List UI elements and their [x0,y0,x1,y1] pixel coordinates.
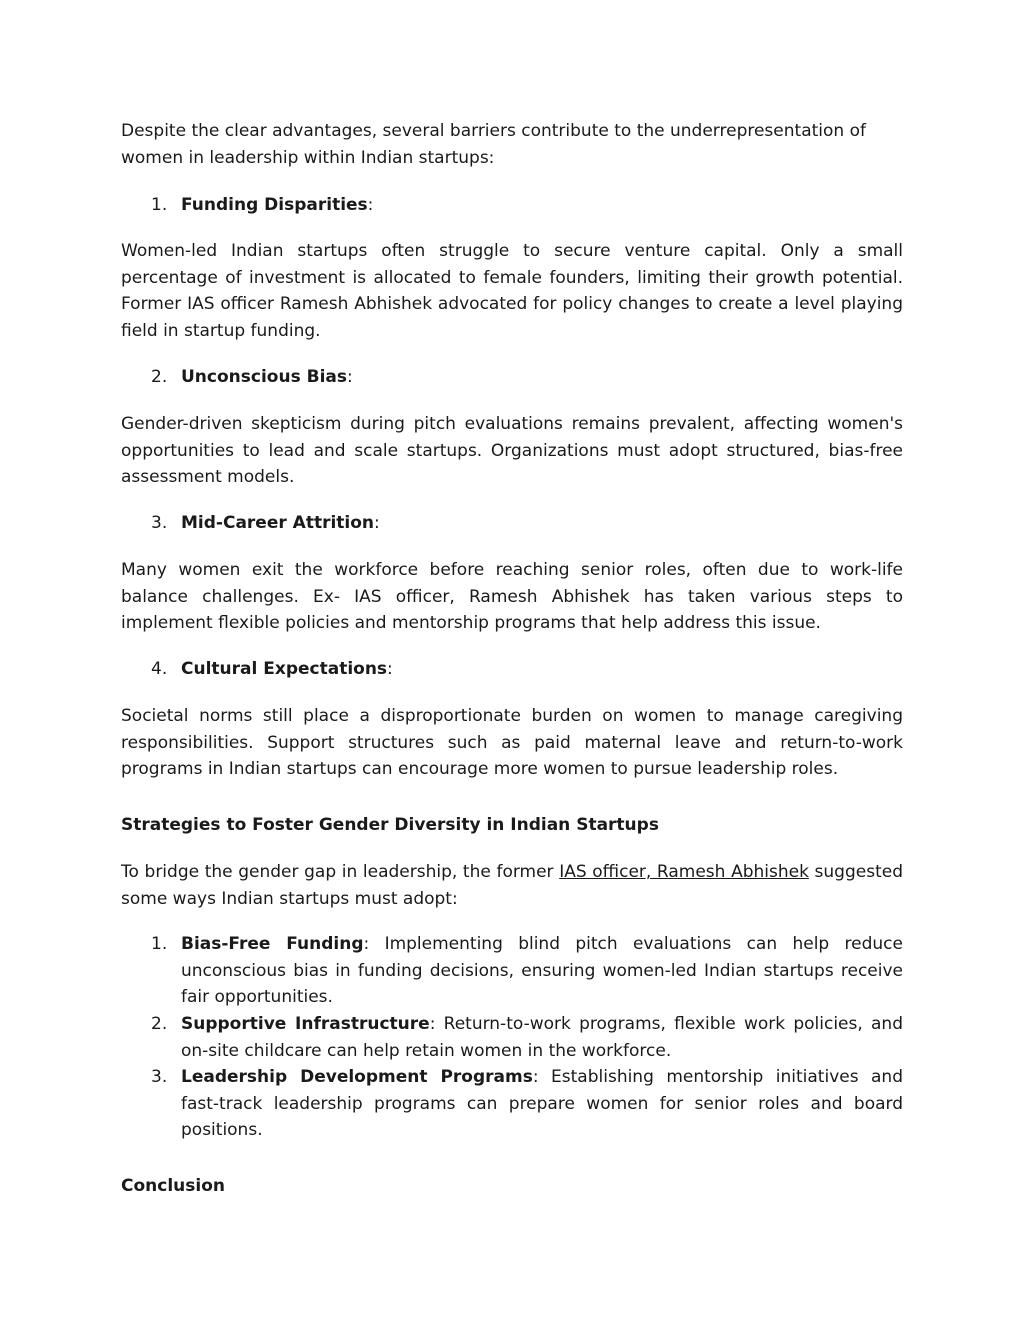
strategy-title: Leadership Development Programs [181,1067,533,1087]
strategy-title: Supportive Infrastructure [181,1014,430,1034]
ias-officer-link[interactable]: IAS officer, Ramesh Abhishek [559,862,809,882]
strategies-intro: To bridge the gender gap in leadership, the former IAS officer, Ramesh Abhishek suggested some ways Indian startups must adopt: [121,862,904,909]
barrier-body-3: Many women exit the workforce before reaching senior roles, often due to work-life balance challenges. Ex- IAS officer, Ramesh Abhishek has taken various steps to implement flexible policies and mentorship programs that help address this issue. [121,560,903,633]
intro-paragraph: Despite the clear advantages, several barriers contribute to the underrepresentation of women in leadership within Indian startups: [121,121,866,168]
strategy-title: Bias-Free Funding [181,934,364,954]
list-number: 2. [151,1014,168,1034]
list-number: 2. [151,367,168,387]
list-number: 1. [151,934,168,954]
list-number: 3. [151,513,168,533]
barrier-title: Unconscious Bias [181,367,347,387]
barrier-body-1: Women-led Indian startups often struggle to secure venture capital. Only a small percentage of investment is allocated to female founders, limiting their growth potential. Former IAS officer Ramesh Abhishek advocated for policy changes to create a level playing field in startup funding. [121,241,903,341]
barrier-body-2: Gender-driven skepticism during pitch evaluations remains prevalent, affecting women's opportunities to lead and scale startups. Organizations must adopt structured, bias-free assessment models. [121,414,903,487]
section-heading-strategies: Strategies to Foster Gender Diversity in Indian Startups [121,815,659,835]
barrier-body-4: Societal norms still place a disproportionate burden on women to manage caregiving responsibilities. Support structures such as paid maternal leave and return-to-work programs in Indian startups can encourage more women to pursue leadership roles. [121,706,903,779]
list-number: 4. [151,659,168,679]
barrier-title: Funding Disparities [181,195,368,215]
barrier-title: Mid-Career Attrition [181,513,375,533]
section-heading-conclusion: Conclusion [121,1176,225,1196]
document-page: Despite the clear advantages, several barriers contribute to the underrepresentation of women in leadership within Indian startups: 1. Funding Disparities: Women-led Indian startups often struggle to secure venture capital. Only a small percentage of investment is allocated to female founders, limiting their growth potential. Former IAS officer Ramesh Abhishek advocated for policy changes to create a level playing field in startup funding. 2. Unconscious Bias: Gender-driven skepticism during pitch evaluations remains prevalent, affecting women's opportunities to lead and scale startups. Organizations must adopt structured, bias-free assessment models. 3. Mid-Career Attrition: Many women exit the workforce before reaching senior roles, often due to work-life balance challenges. Ex- IAS officer, Ramesh Abhishek has taken various steps to implement flexible policies and mentorship programs that help address this issue. 4. Cultural Expectations: Societal norms still place a disproportionate burden on women to manage caregiving responsibilities. Support structures such as paid maternal leave and return-to-work programs in Indian startups can encourage more women to pursue leadership roles. Strategies to Foster Gender Diversity in Indian Startups To bridge the gender gap in leadership, the former IAS officer, Ramesh Abhishek suggested some ways Indian startups must adopt: 1. Bias-Free Funding: Implementing blind pitch evaluations can help reduce unconscious bias in funding decisions, ensuring women-led Indian startups receive fair opportunities. 2. Supportive Infrastructure: Return-to-work programs, flexible work policies, and on-site childcare can help retain women in the workforce. 3. Leadership Development Programs: Establishing mentorship initiatives and fast-track leadership programs can prepare women for senior roles and board positions. Conclusion [0,0,1024,1325]
list-number: 1. [151,195,168,215]
barrier-title: Cultural Expectations [181,659,388,679]
list-number: 3. [151,1067,168,1087]
